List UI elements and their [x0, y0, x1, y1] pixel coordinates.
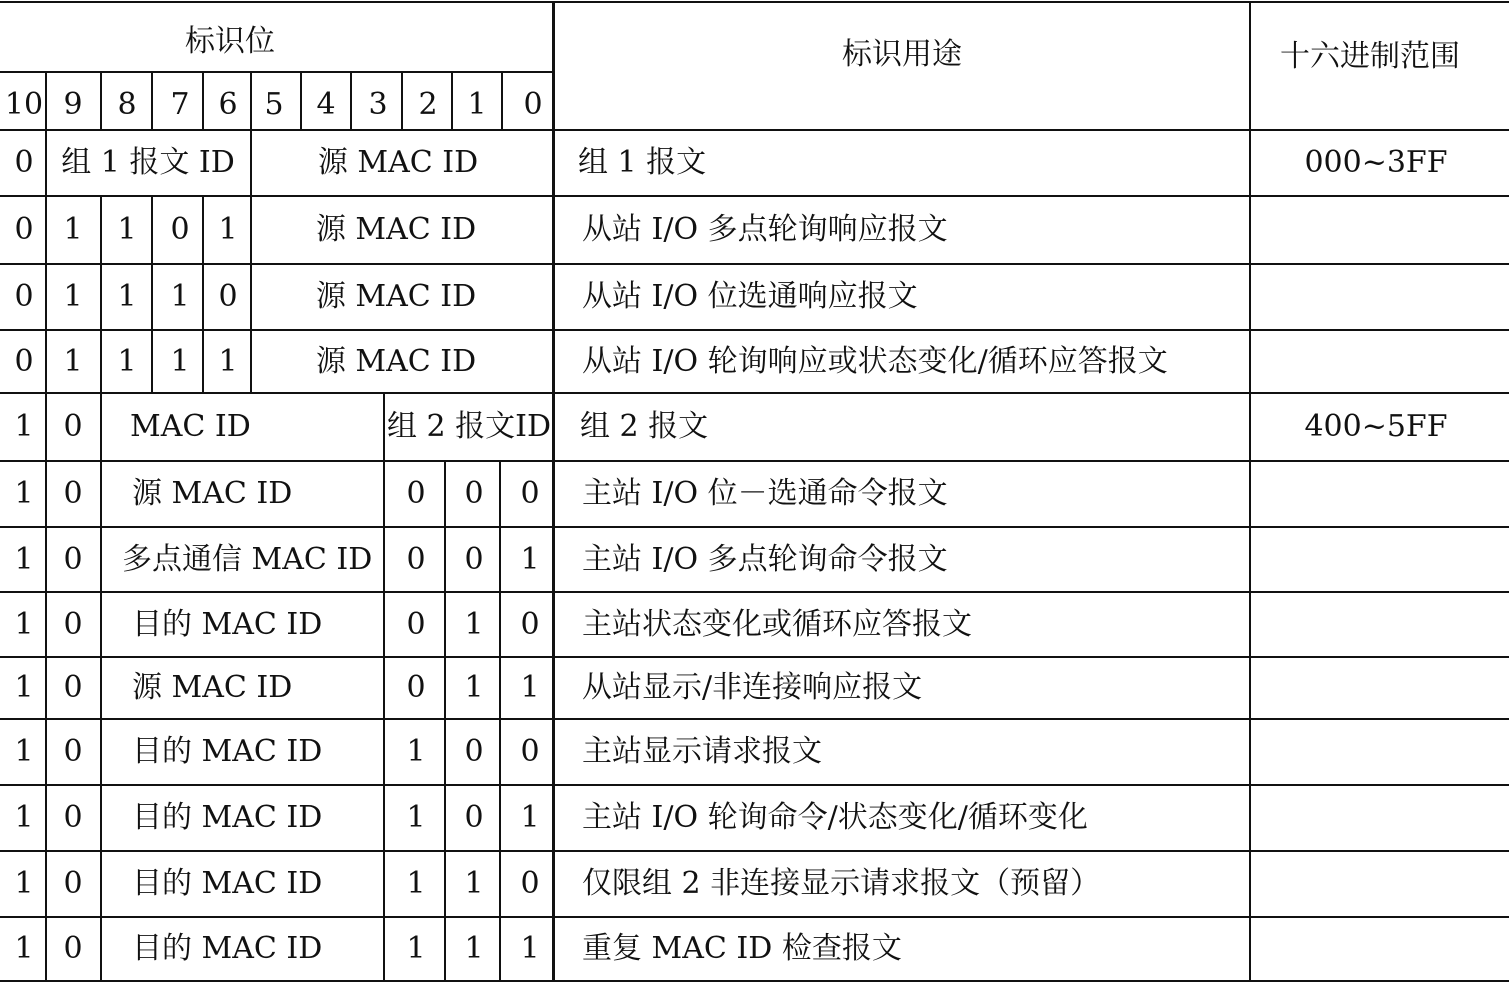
grid-line [501, 72, 503, 130]
grid-line [0, 1, 1509, 3]
grid-line [0, 591, 1509, 593]
usage-header: 标识用途 [842, 37, 962, 72]
grid-line [202, 72, 204, 130]
mac-id: 目的 MAC ID [132, 931, 323, 966]
bit-value: 0 [218, 279, 238, 314]
usage-text: 从站 I/O 位选通响应报文 [582, 279, 918, 314]
grid-line [250, 72, 252, 130]
grid-line [151, 196, 153, 393]
bit-value: 0 [464, 734, 484, 769]
grid-line [552, 2, 555, 982]
bit-value: 0 [63, 476, 83, 511]
grid-line [0, 71, 552, 73]
source-mac-id: 源 MAC ID [315, 212, 477, 247]
bit-value: 0 [464, 541, 484, 577]
bit-value: 0 [63, 541, 83, 577]
hex-range: 000~3FF [1304, 145, 1448, 180]
grid-line [444, 461, 446, 982]
usage-text: 仅限组 2 非连接显示请求报文（预留） [582, 866, 1101, 901]
grid-line [100, 393, 102, 982]
bit-value: 0 [63, 931, 83, 966]
bit-value: 1 [520, 541, 540, 577]
grid-line [0, 784, 1509, 786]
bit-number: 7 [170, 87, 190, 122]
mac-id: 多点通信 MAC ID [122, 541, 373, 577]
grid-line [401, 72, 403, 130]
hex-range: 400~5FF [1304, 409, 1448, 444]
usage-text: 主站显示请求报文 [582, 734, 822, 769]
mac-id: MAC ID [130, 409, 251, 444]
bit-value: 0 [520, 476, 540, 511]
bit-value: 1 [117, 212, 137, 247]
grid-line [100, 72, 102, 130]
usage-text: 主站 I/O 位－选通命令报文 [582, 476, 948, 511]
mac-id: 目的 MAC ID [132, 606, 323, 642]
bit-value: 1 [520, 670, 540, 705]
bit-number: 3 [368, 87, 388, 122]
bit-value: 1 [464, 931, 484, 966]
bit-value: 1 [14, 866, 34, 901]
mac-id: 源 MAC ID [132, 670, 293, 705]
usage-text: 组 2 报文 [580, 409, 709, 444]
bit-value: 1 [117, 279, 137, 314]
bit-value: 1 [14, 476, 34, 511]
grid-line [350, 72, 352, 130]
grid-line [100, 196, 102, 393]
usage-text: 主站 I/O 轮询命令/状态变化/循环变化 [582, 800, 1088, 835]
bit-value: 0 [406, 476, 426, 511]
bit-value: 1 [63, 279, 83, 314]
bit-number: 5 [264, 87, 284, 122]
bit-value: 0 [406, 541, 426, 577]
bit-value: 0 [406, 606, 426, 642]
grid-line [0, 263, 1509, 265]
grid-line [151, 72, 153, 130]
bit-value: 0 [63, 606, 83, 642]
mac-id: 目的 MAC ID [132, 866, 323, 901]
bit-value: 0 [14, 212, 34, 247]
grid-line [1249, 2, 1251, 982]
mac-id: 目的 MAC ID [132, 734, 323, 769]
grid-line [0, 195, 1509, 197]
grid-line [0, 718, 1509, 720]
bit-value: 1 [14, 606, 34, 642]
bit-number: 0 [523, 87, 543, 122]
bit-value: 1 [520, 931, 540, 966]
bit-value: 0 [63, 800, 83, 835]
source-mac-id: 源 MAC ID [315, 343, 477, 379]
source-mac-id: 源 MAC ID [315, 279, 477, 314]
bits-header: 标识位 [185, 24, 275, 59]
bit-number: 2 [418, 87, 438, 122]
grid-line [0, 916, 1509, 918]
grid-line [202, 196, 204, 393]
bit-value: 0 [520, 606, 540, 642]
bit-value: 1 [14, 734, 34, 769]
grid-line [0, 980, 1509, 982]
usage-text: 从站显示/非连接响应报文 [582, 670, 923, 705]
usage-text: 从站 I/O 轮询响应或状态变化/循环应答报文 [582, 343, 1168, 379]
bit-value: 1 [406, 866, 426, 901]
bit-number: 9 [63, 87, 83, 122]
bit-value: 0 [14, 343, 34, 379]
bit-value: 1 [14, 541, 34, 577]
bit-value: 0 [63, 409, 83, 444]
grid-line [0, 850, 1509, 852]
bit-value: 1 [464, 606, 484, 642]
hex-range-header: 十六进制范围 [1280, 39, 1460, 74]
usage-text: 从站 I/O 多点轮询响应报文 [582, 212, 948, 247]
grid-line [250, 130, 252, 393]
grid-line [451, 72, 453, 130]
source-mac-id: 源 MAC ID [317, 145, 479, 180]
bit-number: 10 [4, 87, 44, 122]
bit-number: 1 [467, 87, 487, 122]
bit-value: 1 [218, 212, 238, 247]
bit-value: 0 [63, 866, 83, 901]
grid-line [45, 130, 47, 393]
bit-value: 0 [63, 734, 83, 769]
usage-text: 重复 MAC ID 检查报文 [582, 931, 902, 966]
mac-id: 目的 MAC ID [132, 800, 323, 835]
grid-line [45, 393, 47, 982]
bit-value: 1 [406, 734, 426, 769]
grid-line [383, 393, 385, 982]
bit-value: 1 [14, 670, 34, 705]
group2-msg-id: 组 2 报文ID [386, 409, 552, 444]
bit-value: 1 [63, 212, 83, 247]
grid-line [0, 129, 1509, 131]
bit-value: 1 [170, 279, 190, 314]
bit-value: 0 [464, 800, 484, 835]
usage-text: 主站 I/O 多点轮询命令报文 [582, 541, 948, 577]
grid-line [0, 460, 1509, 462]
bit-value: 0 [520, 734, 540, 769]
bit-value: 1 [170, 343, 190, 379]
grid-line [0, 526, 1509, 528]
group1-msg-id: 组 1 报文 ID [61, 145, 235, 180]
bit-value: 0 [14, 279, 34, 314]
bit-value: 0 [520, 866, 540, 901]
mac-id: 源 MAC ID [132, 476, 293, 511]
bit-number: 6 [218, 87, 238, 122]
grid-line [0, 656, 1509, 658]
bit-value: 1 [218, 343, 238, 379]
bit-value: 1 [406, 800, 426, 835]
bit-value: 1 [14, 800, 34, 835]
bit-value: 1 [14, 931, 34, 966]
bit-value: 1 [406, 931, 426, 966]
bit-value: 1 [520, 800, 540, 835]
grid-line [0, 392, 1509, 394]
grid-line [0, 329, 1509, 331]
grid-line [499, 461, 501, 982]
bit-value: 1 [464, 866, 484, 901]
bit-number: 4 [316, 87, 336, 122]
bit-number: 8 [117, 87, 137, 122]
bit-value: 1 [14, 409, 34, 444]
bit-value: 1 [117, 343, 137, 379]
bit-value: 1 [63, 343, 83, 379]
usage-text: 主站状态变化或循环应答报文 [582, 606, 972, 642]
bit-value: 0 [14, 145, 34, 180]
bit-value: 0 [170, 212, 190, 247]
bit-value: 0 [464, 476, 484, 511]
grid-line [300, 72, 302, 130]
usage-text: 组 1 报文 [578, 145, 707, 180]
bit-value: 1 [464, 670, 484, 705]
grid-line [45, 72, 47, 130]
bit-value: 0 [406, 670, 426, 705]
bit-value: 0 [63, 670, 83, 705]
